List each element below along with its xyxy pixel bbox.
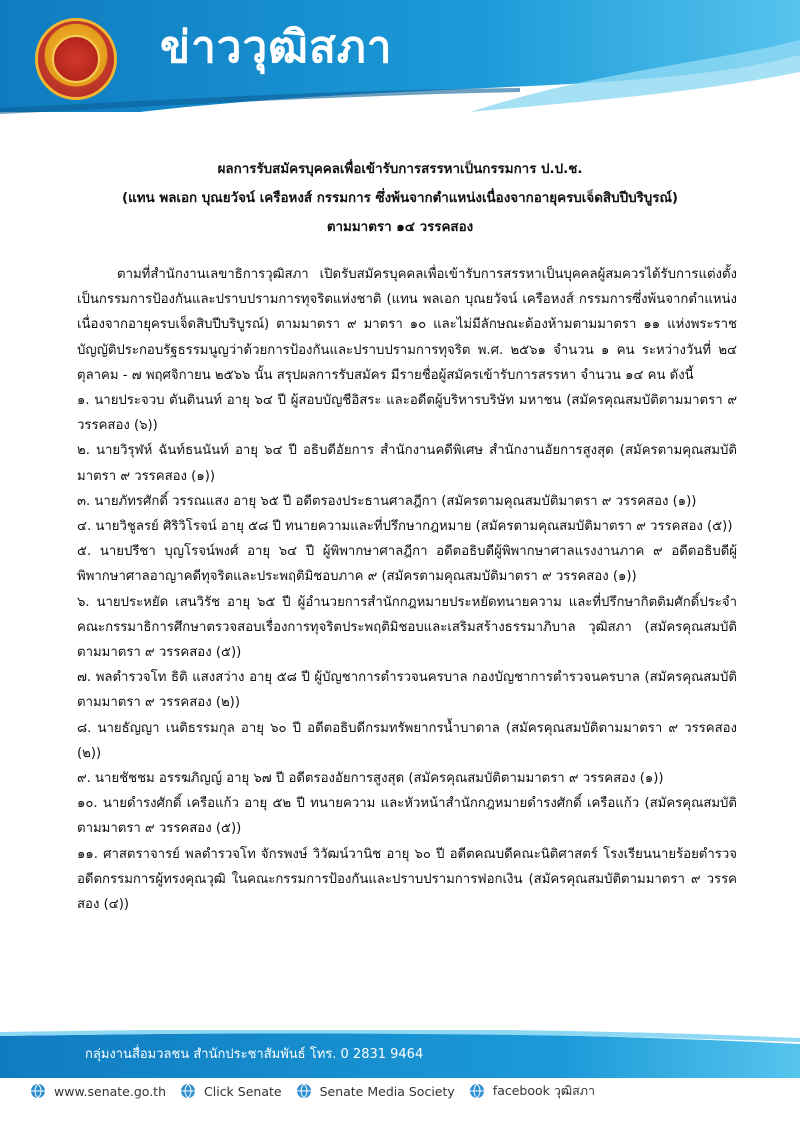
link-label: Senate Media Society <box>319 1083 455 1099</box>
list-item: ๕. นายปรีชา บุญโรจน์พงศ์ อายุ ๖๔ ปี ผู้พิพากษาศาลฎีกา อดีตอธิบดีผู้พิพากษาศาลแรงงานภาค ๙ อดีตอธิบดีผู้พิพากษาศาลอาญาคดีทุจริตและประพฤติมิชอบภาค ๙ (สมัครตามคุณสมบัติมาตรา ๙ วรรคสอง (๑)) <box>77 544 737 585</box>
list-item: ๙. นายชัชชม อรรฆภิญญ์ อายุ ๖๗ ปี อดีตรองอัยการสูงสุด (สมัครคุณสมบัติตามมาตรา ๙ วรรคสอง (๑)) <box>77 771 664 787</box>
globe-icon <box>296 1083 312 1099</box>
heading-line-3: ตามมาตรา ๑๔ วรรคสอง <box>326 220 474 235</box>
list-item: ๑๐. นายดำรงศักดิ์ เครือแก้ว อายุ ๕๒ ปี ทนายความ และหัวหน้าสำนักกฎหมายดำรงศักดิ์ เครือแก้ว (สมัครคุณสมบัติตามมาตรา ๙ วรรคสอง (๕)) <box>77 796 737 837</box>
contact-info: กลุ่มงานสื่อมวลชน สำนักประชาสัมพันธ์ โทร. 0 2831 9464 <box>85 1047 424 1062</box>
header-background <box>0 0 800 115</box>
senate-seal-logo <box>35 18 117 100</box>
globe-icon <box>180 1083 196 1099</box>
list-item: ๓. นายภัทรศักดิ์ วรรณแสง อายุ ๖๕ ปี อดีตรองประธานศาลฎีกา (สมัครตามคุณสมบัติมาตรา ๙ วรรคสอง (๑)) <box>77 493 697 509</box>
list-item: ๗. พลตำรวจโท ธิติ แสงสว่าง อายุ ๕๘ ปี ผู้บัญชาการตำรวจนครบาล กองบัญชาการตำรวจนครบาล (สมัครคุณสมบัติตามมาตรา ๙ วรรคสอง (๒)) <box>77 670 737 711</box>
globe-icon <box>30 1083 46 1099</box>
heading-line-1: ผลการรับสมัครบุคคลเพื่อเข้ารับการสรรหาเป็นกรรมการ ป.ป.ช. <box>217 162 583 177</box>
link-label: Click Senate <box>204 1083 282 1099</box>
link-facebook[interactable] <box>469 1081 595 1101</box>
list-item: ๒. นายวิรุฬห์ ฉันท์ธนนันท์ อายุ ๖๔ ปี อธิบดีอัยการ สำนักงานคดีพิเศษ สำนักงานอัยการสูงสุด (สมัครตามคุณสมบัติมาตรา ๙ วรรคสอง (๑)) <box>77 443 737 484</box>
intro-paragraph: ตามที่สำนักงานเลขาธิการวุฒิสภา เปิดรับสมัครบุคคลเพื่อเข้ารับการสรรหาเป็นบุคคลผู้สมควรได้รับการแต่งตั้งเป็นกรรมการป้องกันและปราบปรามการทุจริตแห่งชาติ (แทน พลเอก บุณยวัจน์ เครือหงส์ กรรมการซึ่งพ้นจากตำแหน่งเนื่องจากอายุครบเจ็ดสิบปีบริบูรณ์) ตามมาตรา ๙ มาตรา ๑๐ และไม่มีลักษณะต้องห้ามตามมาตรา ๑๑ แห่งพระราชบัญญัติประกอบรัฐธรรมนูญว่าด้วยการป้องกันและปราบปรามการทุจริต พ.ศ. ๒๕๖๑ จำนวน ๑ คน ระหว่างวันที่ ๒๔ ตุลาคม - ๗ พฤศจิกายน ๒๕๖๖ นั้น สรุปผลการรับสมัคร มีรายชื่อผู้สมัครเข้ารับการสรรหา จำนวน ๑๔ คน ดังนี้ <box>77 267 737 383</box>
document-heading <box>60 155 740 242</box>
footer-links <box>30 1080 609 1102</box>
link-label: www.senate.go.th <box>54 1083 167 1099</box>
list-item: ๑. นายประจวบ ตันตินนท์ อายุ ๖๔ ปี ผู้สอบบัญชีอิสระ และอดีตผู้บริหารบริษัท มหาชน (สมัครคุณสมบัติตามมาตรา ๙ วรรคสอง (๖)) <box>77 393 737 434</box>
document-body <box>77 262 737 917</box>
link-label: facebook วุฒิสภา <box>492 1083 596 1098</box>
header-title: ข่าววุฒิสภา <box>160 22 393 73</box>
list-item: ๔. นายวิชูลรย์ ศิริวิโรจน์ อายุ ๕๘ ปี ทนายความและที่ปรึกษากฎหมาย (สมัครตามคุณสมบัติมาตรา ๙ วรรคสอง (๕)) <box>77 519 733 535</box>
globe-icon <box>469 1083 485 1099</box>
list-item: ๑๑. ศาสตราจารย์ พลตำรวจโท จักรพงษ์ วิวัฒน์วานิช อายุ ๖๐ ปี อดีตคณบดีคณะนิติศาสตร์ โรงเรียนนายร้อยตำรวจ อดีตกรรมการผู้ทรงคุณวุฒิ ในคณะกรรมการป้องกันและปราบปรามการฟอกเงิน (สมัครคุณสมบัติตามมาตรา ๙ วรรคสอง (๔)) <box>77 846 737 913</box>
link-click-senate[interactable] <box>180 1083 282 1099</box>
list-item: ๘. นายธัญญา เนติธรรมกุล อายุ ๖๐ ปี อดีตอธิบดีกรมทรัพยากรน้ำบาดาล (สมัครคุณสมบัติตามมาตรา ๙ วรรคสอง (๒)) <box>77 720 737 761</box>
list-item: ๖. นายประหยัด เสนวิรัช อายุ ๖๕ ปี ผู้อำนวยการสำนักกฎหมายประหยัดทนายความ และที่ปรึกษากิตติมศักดิ์ประจำคณะกรรมาธิการศึกษาตรวจสอบเรื่องการทุจริตประพฤติมิชอบและเสริมสร้างธรรมาภิบาล วุฒิสภา (สมัครคุณสมบัติตามมาตรา ๙ วรรคสอง (๕)) <box>77 594 737 661</box>
link-website[interactable] <box>30 1083 166 1099</box>
heading-line-2: (แทน พลเอก บุณยวัจน์ เครือหงส์ กรรมการ ซึ่งพ้นจากตำแหน่งเนื่องจากอายุครบเจ็ดสิบปีบริบูรณ์) <box>121 191 679 206</box>
header-banner <box>0 0 800 115</box>
link-media-society[interactable] <box>296 1083 455 1099</box>
